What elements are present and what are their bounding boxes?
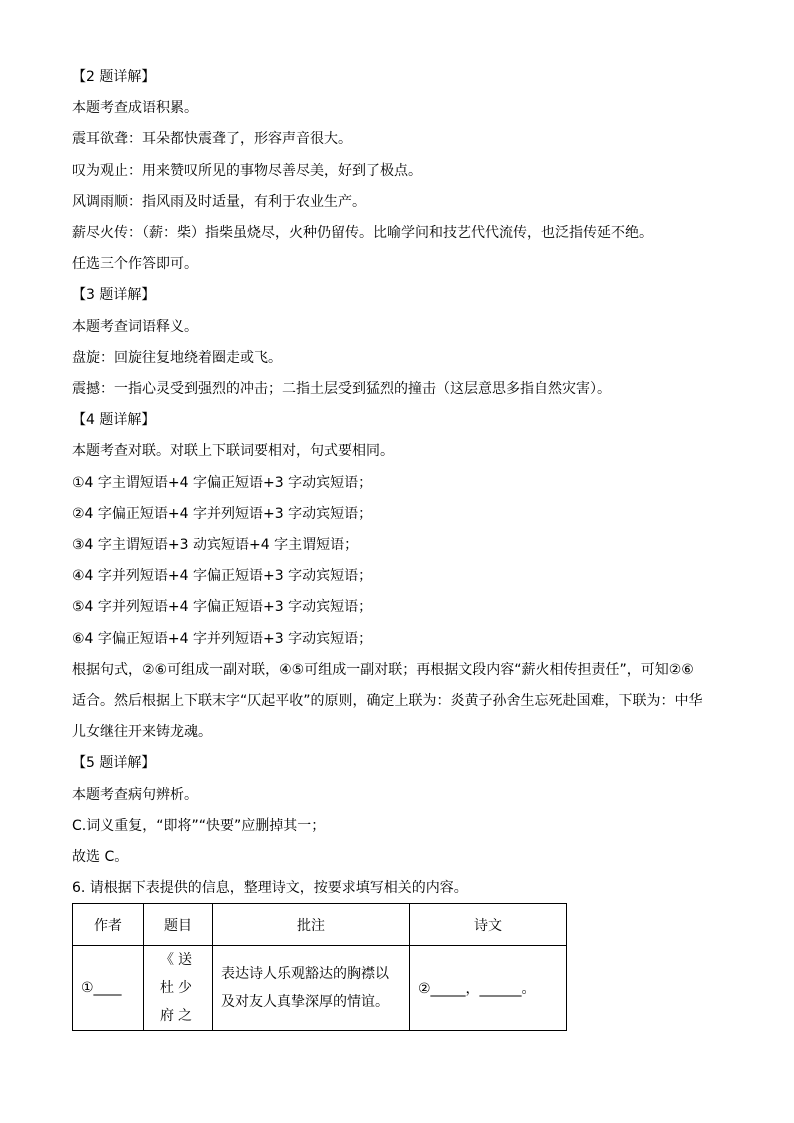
text-line: 风调雨顺：指风雨及时适量，有利于农业生产。: [72, 193, 366, 210]
header-author: 作者: [73, 904, 144, 946]
document-body: [72, 62, 722, 904]
text-line: 故选 C。: [72, 849, 129, 866]
text-line: 任选三个作答即可。: [72, 256, 198, 273]
text-line: ⑤4 字并列短语+4 字偏正短语+3 字动宾短语；: [72, 599, 373, 616]
text-line: 本题考查成语积累。: [72, 100, 198, 117]
text-line: 薪尽火传：（薪：柴）指柴虽烧尽，火种仍留传。比喻学问和技艺代代流传，也泛指传延不绝。: [72, 225, 653, 242]
text-line: ①4 字主谓短语+4 字偏正短语+3 字动宾短语；: [72, 474, 373, 491]
text-line: ③4 字主谓短语+3 动宾短语+4 字主谓短语；: [72, 537, 359, 554]
cell-note: 表达诗人乐观豁达的胸襟以及对友人真挚深厚的情谊。: [213, 946, 410, 1031]
text-line: 本题考查词语释义。: [72, 318, 198, 335]
text-line: 本题考查对联。对联上下联词要相对，句式要相同。: [72, 443, 394, 460]
table-row: [73, 946, 567, 1031]
text-line: 根据句式，②⑥可组成一副对联，④⑤可组成一副对联；再根据文段内容“薪火相传担责任”，可知②⑥: [72, 661, 694, 678]
text-line: 叹为观止：用来赞叹所见的事物尽善尽美，好到了极点。: [72, 162, 422, 179]
text-line: 儿女继往开来铸龙魂。: [72, 724, 212, 741]
cell-author-blank[interactable]: ①____: [73, 946, 144, 1031]
text-line: ②4 字偏正短语+4 字并列短语+3 字动宾短语；: [72, 505, 373, 522]
question-6-prompt: 6. 请根据下表提供的信息，整理诗文，按要求填写相关的内容。: [72, 880, 468, 897]
poem-table: [72, 903, 567, 1031]
section-heading-q3: 【3 题详解】: [72, 287, 156, 304]
table-header-row: [73, 904, 567, 946]
cell-title: 《送杜少府之: [144, 946, 213, 1031]
text-line: ⑥4 字偏正短语+4 字并列短语+3 字动宾短语；: [72, 630, 373, 647]
text-line: 震撼：一指心灵受到强烈的冲击；二指土层受到猛烈的撞击（这层意思多指自然灾害）。: [72, 381, 611, 398]
text-line: C.词义重复，“即将”“快要”应删掉其一；: [72, 817, 326, 834]
header-title: 题目: [144, 904, 213, 946]
text-line: ④4 字并列短语+4 字偏正短语+3 字动宾短语；: [72, 568, 373, 585]
cell-poem-blank[interactable]: ②_____，______。: [410, 946, 567, 1031]
text-line: 盘旋：回旋往复地绕着圈走或飞。: [72, 349, 282, 366]
header-poem: 诗文: [410, 904, 567, 946]
text-line: 本题考查病句辨析。: [72, 786, 198, 803]
section-heading-q4: 【4 题详解】: [72, 412, 156, 429]
text-line: 震耳欲聋：耳朵都快震聋了，形容声音很大。: [72, 131, 352, 148]
section-heading-q2: 【2 题详解】: [72, 69, 156, 85]
section-heading-q5: 【5 题详解】: [72, 755, 156, 772]
text-line: 适合。然后根据上下联末字“仄起平收”的原则，确定上联为：炎黄子孙舍生忘死赴国难，下联为：中华: [72, 693, 703, 710]
header-note: 批注: [213, 904, 410, 946]
